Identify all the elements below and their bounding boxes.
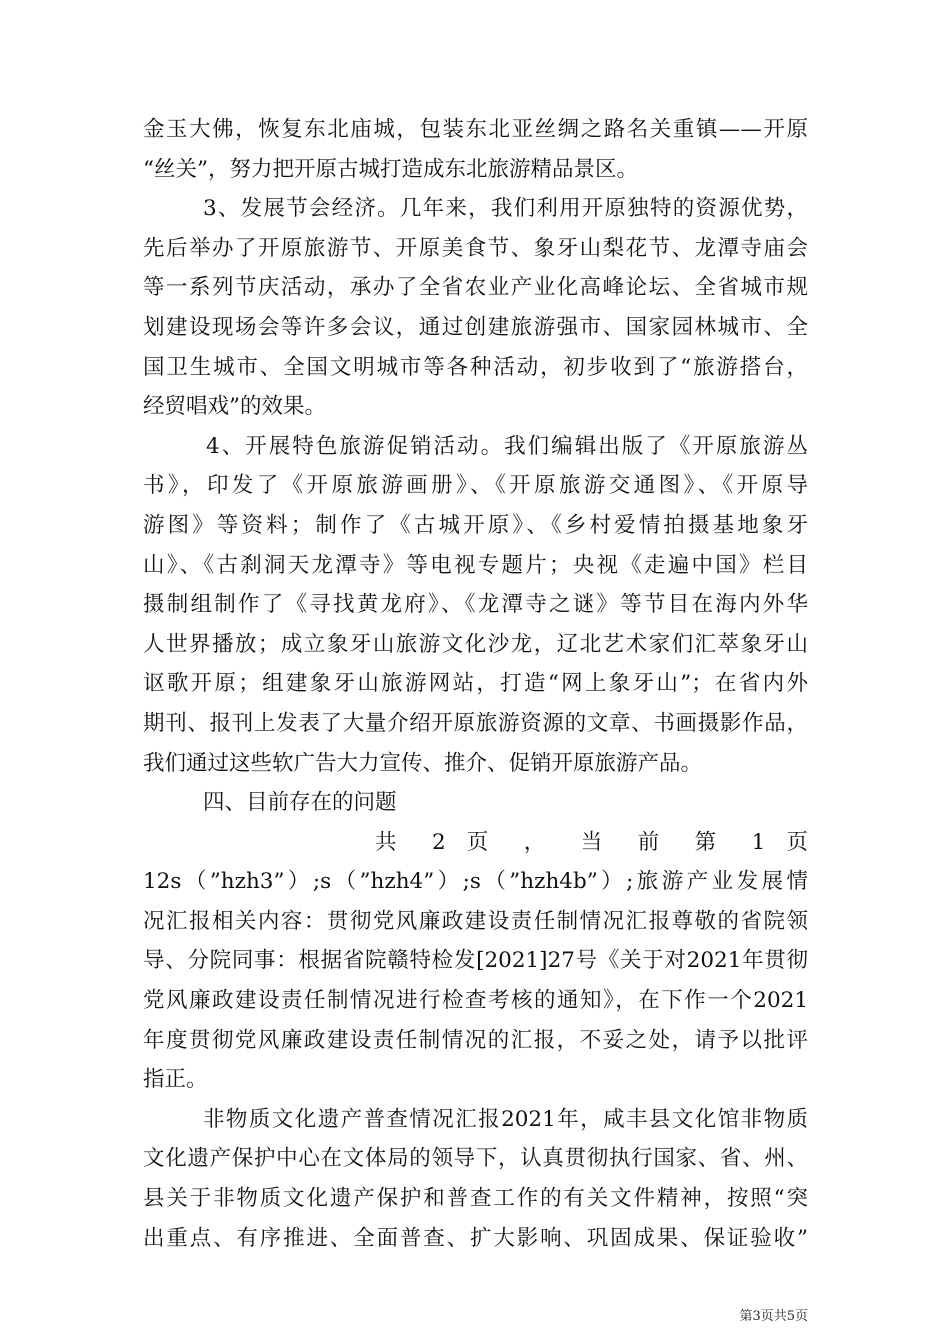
text-line: 划建设现场会等许多会议，通过创建旅游强市、国家园林城市、全 <box>143 314 808 340</box>
text-line: 等一系列节庆活动，承办了全省农业产业化高峰论坛、全省城市规 <box>143 275 808 301</box>
section-heading: 四、目前存在的问题 <box>203 790 397 816</box>
text-line: 游图》等资料；制作了《古城开原》、《乡村爱情拍摄基地象牙 <box>143 512 808 538</box>
text-line: 年度贯彻党风廉政建设责任制情况的汇报，不妥之处，请予以批评 <box>143 1027 808 1053</box>
page-footer: 第3页共5页 <box>739 1309 808 1324</box>
paragraph-start-line: 4、开展特色旅游促销活动。我们编辑出版了《开原旅游丛 <box>206 433 808 459</box>
text-line: 国卫生城市、全国文明城市等各种活动，初步收到了“旅游搭台， <box>143 354 808 380</box>
document-body <box>143 110 808 1258</box>
text-line: 况汇报相关内容：贯彻党风廉政建设责任制情况汇报尊敬的省院领 <box>143 908 808 934</box>
text-line: 讴歌开原；组建象牙山旅游网站，打造“网上象牙山”；在省内外 <box>143 671 808 697</box>
text-line: 金玉大佛，恢复东北庙城，包装东北亚丝绸之路名关重镇——开原 <box>143 117 808 142</box>
text-line: 人世界播放；成立象牙山旅游文化沙龙，辽北艺术家们汇萃象牙山 <box>143 631 808 657</box>
paragraph-start-line: 3、发展节会经济。几年来，我们利用开原独特的资源优势， <box>203 196 808 222</box>
text-line: 山》、《古刹洞天龙潭寺》等电视专题片；央视《走遍中国》栏目 <box>143 552 808 578</box>
text-line: 党风廉政建设责任制情况进行检查考核的通知》，在下作一个2021 <box>143 988 808 1014</box>
text-line: 导、分院同事：根据省院赣特检发[2021]27号《关于对2021年贯彻 <box>143 948 808 974</box>
page-counter-line: 共 2 页 ， 当 前 第 1 页 <box>375 829 808 855</box>
text-line: 我们通过这些软广告大力宣传、推介、促销开原旅游产品。 <box>143 750 703 776</box>
paragraph-start-line: 非物质文化遗产普查情况汇报2021年，咸丰县文化馆非物质 <box>203 1106 808 1132</box>
text-line: 12s（”hzh3”）;s（”hzh4”）;s（”hzh4b”）;旅游产业发展情 <box>143 869 808 895</box>
text-line: 指正。 <box>143 1067 208 1093</box>
text-line: 期刊、报刊上发表了大量介绍开原旅游资源的文章、书画摄影作品， <box>143 710 808 736</box>
text-line: “丝关”，努力把开原古城打造成东北旅游精品景区。 <box>143 156 638 182</box>
text-line: 先后举办了开原旅游节、开原美食节、象牙山梨花节、龙潭寺庙会 <box>143 235 808 261</box>
text-line: 摄制组制作了《寻找黄龙府》、《龙潭寺之谜》等节目在海内外华 <box>143 592 808 618</box>
text-line: 书》，印发了《开原旅游画册》、《开原旅游交通图》、《开原导 <box>143 473 808 499</box>
text-line: 文化遗产保护中心在文体局的领导下，认真贯彻执行国家、省、州、 <box>143 1146 808 1172</box>
text-line: 经贸唱戏”的效果。 <box>143 394 326 420</box>
text-line: 出重点、有序推进、全面普查、扩大影响、巩固成果、保证验收” <box>143 1225 808 1251</box>
text-line: 县关于非物质文化遗产保护和普查工作的有关文件精神，按照“突 <box>143 1186 808 1212</box>
